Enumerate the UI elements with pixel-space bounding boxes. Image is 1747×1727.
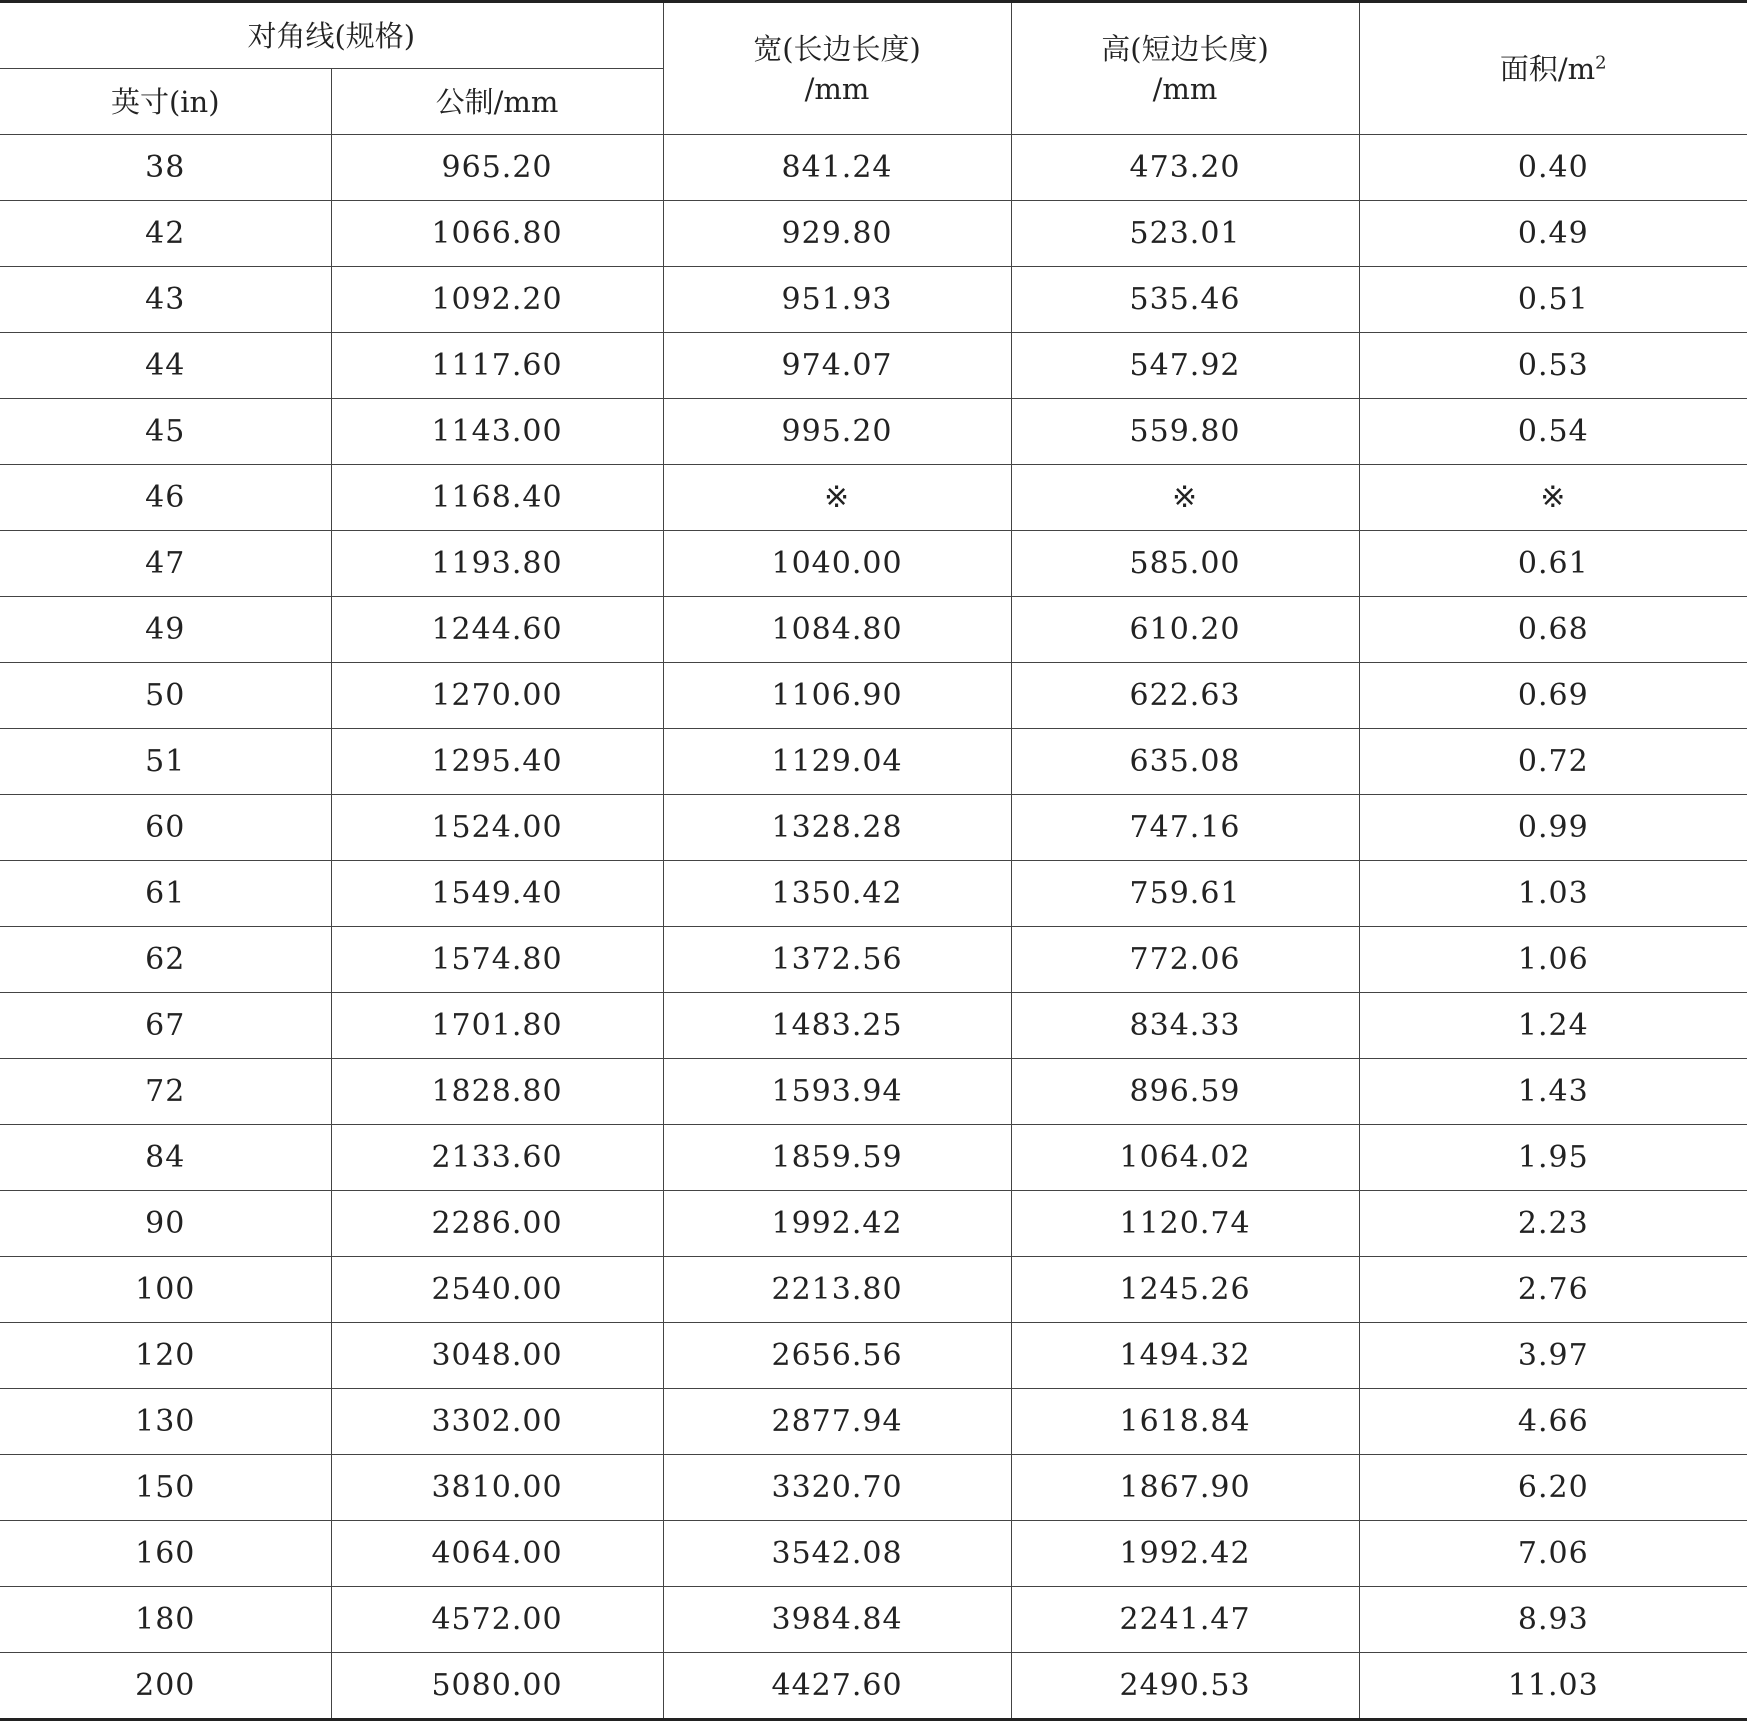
metric-cell: 1066.80 xyxy=(331,201,663,267)
metric-cell: 4064.00 xyxy=(331,1521,663,1587)
height-cell: 585.00 xyxy=(1011,531,1359,597)
inch-cell: 38 xyxy=(0,135,331,201)
metric-cell: 2286.00 xyxy=(331,1191,663,1257)
table-row xyxy=(0,1257,1747,1323)
table-row xyxy=(0,135,1747,201)
table-row xyxy=(0,927,1747,993)
inch-cell: 180 xyxy=(0,1587,331,1653)
table-row xyxy=(0,1323,1747,1389)
width-cell: 1328.28 xyxy=(663,795,1011,861)
width-cell: 1992.42 xyxy=(663,1191,1011,1257)
table-body xyxy=(0,135,1747,1720)
table-row xyxy=(0,993,1747,1059)
area-cell: 4.66 xyxy=(1359,1389,1747,1455)
inch-cell: 67 xyxy=(0,993,331,1059)
height-cell: 759.61 xyxy=(1011,861,1359,927)
area-cell: 3.97 xyxy=(1359,1323,1747,1389)
height-cell: 834.33 xyxy=(1011,993,1359,1059)
metric-cell: 3048.00 xyxy=(331,1323,663,1389)
table-row xyxy=(0,1125,1747,1191)
area-cell: 0.51 xyxy=(1359,267,1747,333)
area-cell: 6.20 xyxy=(1359,1455,1747,1521)
area-cell: 2.76 xyxy=(1359,1257,1747,1323)
area-cell: 2.23 xyxy=(1359,1191,1747,1257)
height-cell: 1120.74 xyxy=(1011,1191,1359,1257)
table-row xyxy=(0,1587,1747,1653)
header-inch: 英寸(in) xyxy=(0,69,331,135)
header-height-unit: /mm xyxy=(1152,71,1218,106)
metric-cell: 1092.20 xyxy=(331,267,663,333)
height-cell: 610.20 xyxy=(1011,597,1359,663)
area-cell: 0.54 xyxy=(1359,399,1747,465)
inch-cell: 46 xyxy=(0,465,331,531)
height-cell: ※ xyxy=(1011,465,1359,531)
table-row xyxy=(0,597,1747,663)
area-cell: 1.24 xyxy=(1359,993,1747,1059)
inch-cell: 62 xyxy=(0,927,331,993)
header-metric: 公制/mm xyxy=(331,69,663,135)
area-cell: 0.72 xyxy=(1359,729,1747,795)
width-cell: 2213.80 xyxy=(663,1257,1011,1323)
header-height xyxy=(1011,2,1359,135)
height-cell: 747.16 xyxy=(1011,795,1359,861)
width-cell: 1040.00 xyxy=(663,531,1011,597)
metric-cell: 4572.00 xyxy=(331,1587,663,1653)
width-cell: 1483.25 xyxy=(663,993,1011,1059)
inch-cell: 200 xyxy=(0,1653,331,1720)
width-cell: 1129.04 xyxy=(663,729,1011,795)
width-cell: 1084.80 xyxy=(663,597,1011,663)
height-cell: 523.01 xyxy=(1011,201,1359,267)
metric-cell: 5080.00 xyxy=(331,1653,663,1720)
inch-cell: 50 xyxy=(0,663,331,729)
width-cell: 974.07 xyxy=(663,333,1011,399)
metric-cell: 1193.80 xyxy=(331,531,663,597)
metric-cell: 1143.00 xyxy=(331,399,663,465)
area-cell: 11.03 xyxy=(1359,1653,1747,1720)
header-width-title: 宽(长边长度) xyxy=(753,31,921,66)
area-cell: 0.53 xyxy=(1359,333,1747,399)
table-row xyxy=(0,201,1747,267)
table-row xyxy=(0,729,1747,795)
metric-cell: 2540.00 xyxy=(331,1257,663,1323)
header-area-superscript: 2 xyxy=(1595,51,1607,73)
metric-cell: 1295.40 xyxy=(331,729,663,795)
metric-cell: 1549.40 xyxy=(331,861,663,927)
inch-cell: 45 xyxy=(0,399,331,465)
area-cell: 8.93 xyxy=(1359,1587,1747,1653)
inch-cell: 43 xyxy=(0,267,331,333)
metric-cell: 1524.00 xyxy=(331,795,663,861)
area-cell: 0.68 xyxy=(1359,597,1747,663)
area-cell: 0.69 xyxy=(1359,663,1747,729)
inch-cell: 49 xyxy=(0,597,331,663)
height-cell: 559.80 xyxy=(1011,399,1359,465)
width-cell: 1106.90 xyxy=(663,663,1011,729)
width-cell: 1859.59 xyxy=(663,1125,1011,1191)
metric-cell: 965.20 xyxy=(331,135,663,201)
metric-cell: 3302.00 xyxy=(331,1389,663,1455)
width-cell: 4427.60 xyxy=(663,1653,1011,1720)
width-cell: 1350.42 xyxy=(663,861,1011,927)
inch-cell: 60 xyxy=(0,795,331,861)
metric-cell: 1244.60 xyxy=(331,597,663,663)
table-row xyxy=(0,1653,1747,1720)
inch-cell: 90 xyxy=(0,1191,331,1257)
area-cell: 1.95 xyxy=(1359,1125,1747,1191)
inch-cell: 120 xyxy=(0,1323,331,1389)
width-cell: 3320.70 xyxy=(663,1455,1011,1521)
height-cell: 1992.42 xyxy=(1011,1521,1359,1587)
header-width-unit: /mm xyxy=(804,71,870,106)
inch-cell: 84 xyxy=(0,1125,331,1191)
table-row xyxy=(0,267,1747,333)
area-cell: 0.40 xyxy=(1359,135,1747,201)
metric-cell: 1168.40 xyxy=(331,465,663,531)
header-height-title: 高(短边长度) xyxy=(1101,31,1269,66)
metric-cell: 1828.80 xyxy=(331,1059,663,1125)
area-cell: 1.06 xyxy=(1359,927,1747,993)
height-cell: 2241.47 xyxy=(1011,1587,1359,1653)
height-cell: 635.08 xyxy=(1011,729,1359,795)
metric-cell: 1701.80 xyxy=(331,993,663,1059)
inch-cell: 61 xyxy=(0,861,331,927)
table-row xyxy=(0,795,1747,861)
height-cell: 1064.02 xyxy=(1011,1125,1359,1191)
table-row xyxy=(0,1455,1747,1521)
height-cell: 473.20 xyxy=(1011,135,1359,201)
height-cell: 2490.53 xyxy=(1011,1653,1359,1720)
header-row-top xyxy=(0,2,1747,69)
header-diagonal: 对角线(规格) xyxy=(0,2,663,69)
metric-cell: 1117.60 xyxy=(331,333,663,399)
metric-cell: 2133.60 xyxy=(331,1125,663,1191)
inch-cell: 100 xyxy=(0,1257,331,1323)
header-area-label: 面积/m xyxy=(1499,51,1596,86)
metric-cell: 3810.00 xyxy=(331,1455,663,1521)
height-cell: 547.92 xyxy=(1011,333,1359,399)
height-cell: 1867.90 xyxy=(1011,1455,1359,1521)
area-cell: 0.99 xyxy=(1359,795,1747,861)
inch-cell: 130 xyxy=(0,1389,331,1455)
width-cell: 3984.84 xyxy=(663,1587,1011,1653)
area-cell: 7.06 xyxy=(1359,1521,1747,1587)
inch-cell: 44 xyxy=(0,333,331,399)
width-cell: 2877.94 xyxy=(663,1389,1011,1455)
area-cell: 0.61 xyxy=(1359,531,1747,597)
table-row xyxy=(0,1389,1747,1455)
table-row xyxy=(0,861,1747,927)
width-cell: 841.24 xyxy=(663,135,1011,201)
width-cell: 1372.56 xyxy=(663,927,1011,993)
width-cell: 951.93 xyxy=(663,267,1011,333)
header-width xyxy=(663,2,1011,135)
table-row xyxy=(0,1191,1747,1257)
height-cell: 896.59 xyxy=(1011,1059,1359,1125)
inch-cell: 160 xyxy=(0,1521,331,1587)
inch-cell: 51 xyxy=(0,729,331,795)
header-area xyxy=(1359,2,1747,135)
inch-cell: 72 xyxy=(0,1059,331,1125)
height-cell: 1618.84 xyxy=(1011,1389,1359,1455)
width-cell: 2656.56 xyxy=(663,1323,1011,1389)
area-cell: 1.43 xyxy=(1359,1059,1747,1125)
table-row xyxy=(0,663,1747,729)
table-row xyxy=(0,1059,1747,1125)
area-cell: 0.49 xyxy=(1359,201,1747,267)
area-cell: 1.03 xyxy=(1359,861,1747,927)
table-row xyxy=(0,1521,1747,1587)
width-cell: 995.20 xyxy=(663,399,1011,465)
width-cell: 3542.08 xyxy=(663,1521,1011,1587)
width-cell: 929.80 xyxy=(663,201,1011,267)
table-row xyxy=(0,531,1747,597)
width-cell: 1593.94 xyxy=(663,1059,1011,1125)
height-cell: 622.63 xyxy=(1011,663,1359,729)
table-row xyxy=(0,333,1747,399)
table-row xyxy=(0,465,1747,531)
height-cell: 772.06 xyxy=(1011,927,1359,993)
height-cell: 1494.32 xyxy=(1011,1323,1359,1389)
table-row xyxy=(0,399,1747,465)
height-cell: 535.46 xyxy=(1011,267,1359,333)
inch-cell: 150 xyxy=(0,1455,331,1521)
inch-cell: 42 xyxy=(0,201,331,267)
inch-cell: 47 xyxy=(0,531,331,597)
metric-cell: 1574.80 xyxy=(331,927,663,993)
width-cell: ※ xyxy=(663,465,1011,531)
metric-cell: 1270.00 xyxy=(331,663,663,729)
height-cell: 1245.26 xyxy=(1011,1257,1359,1323)
area-cell: ※ xyxy=(1359,465,1747,531)
